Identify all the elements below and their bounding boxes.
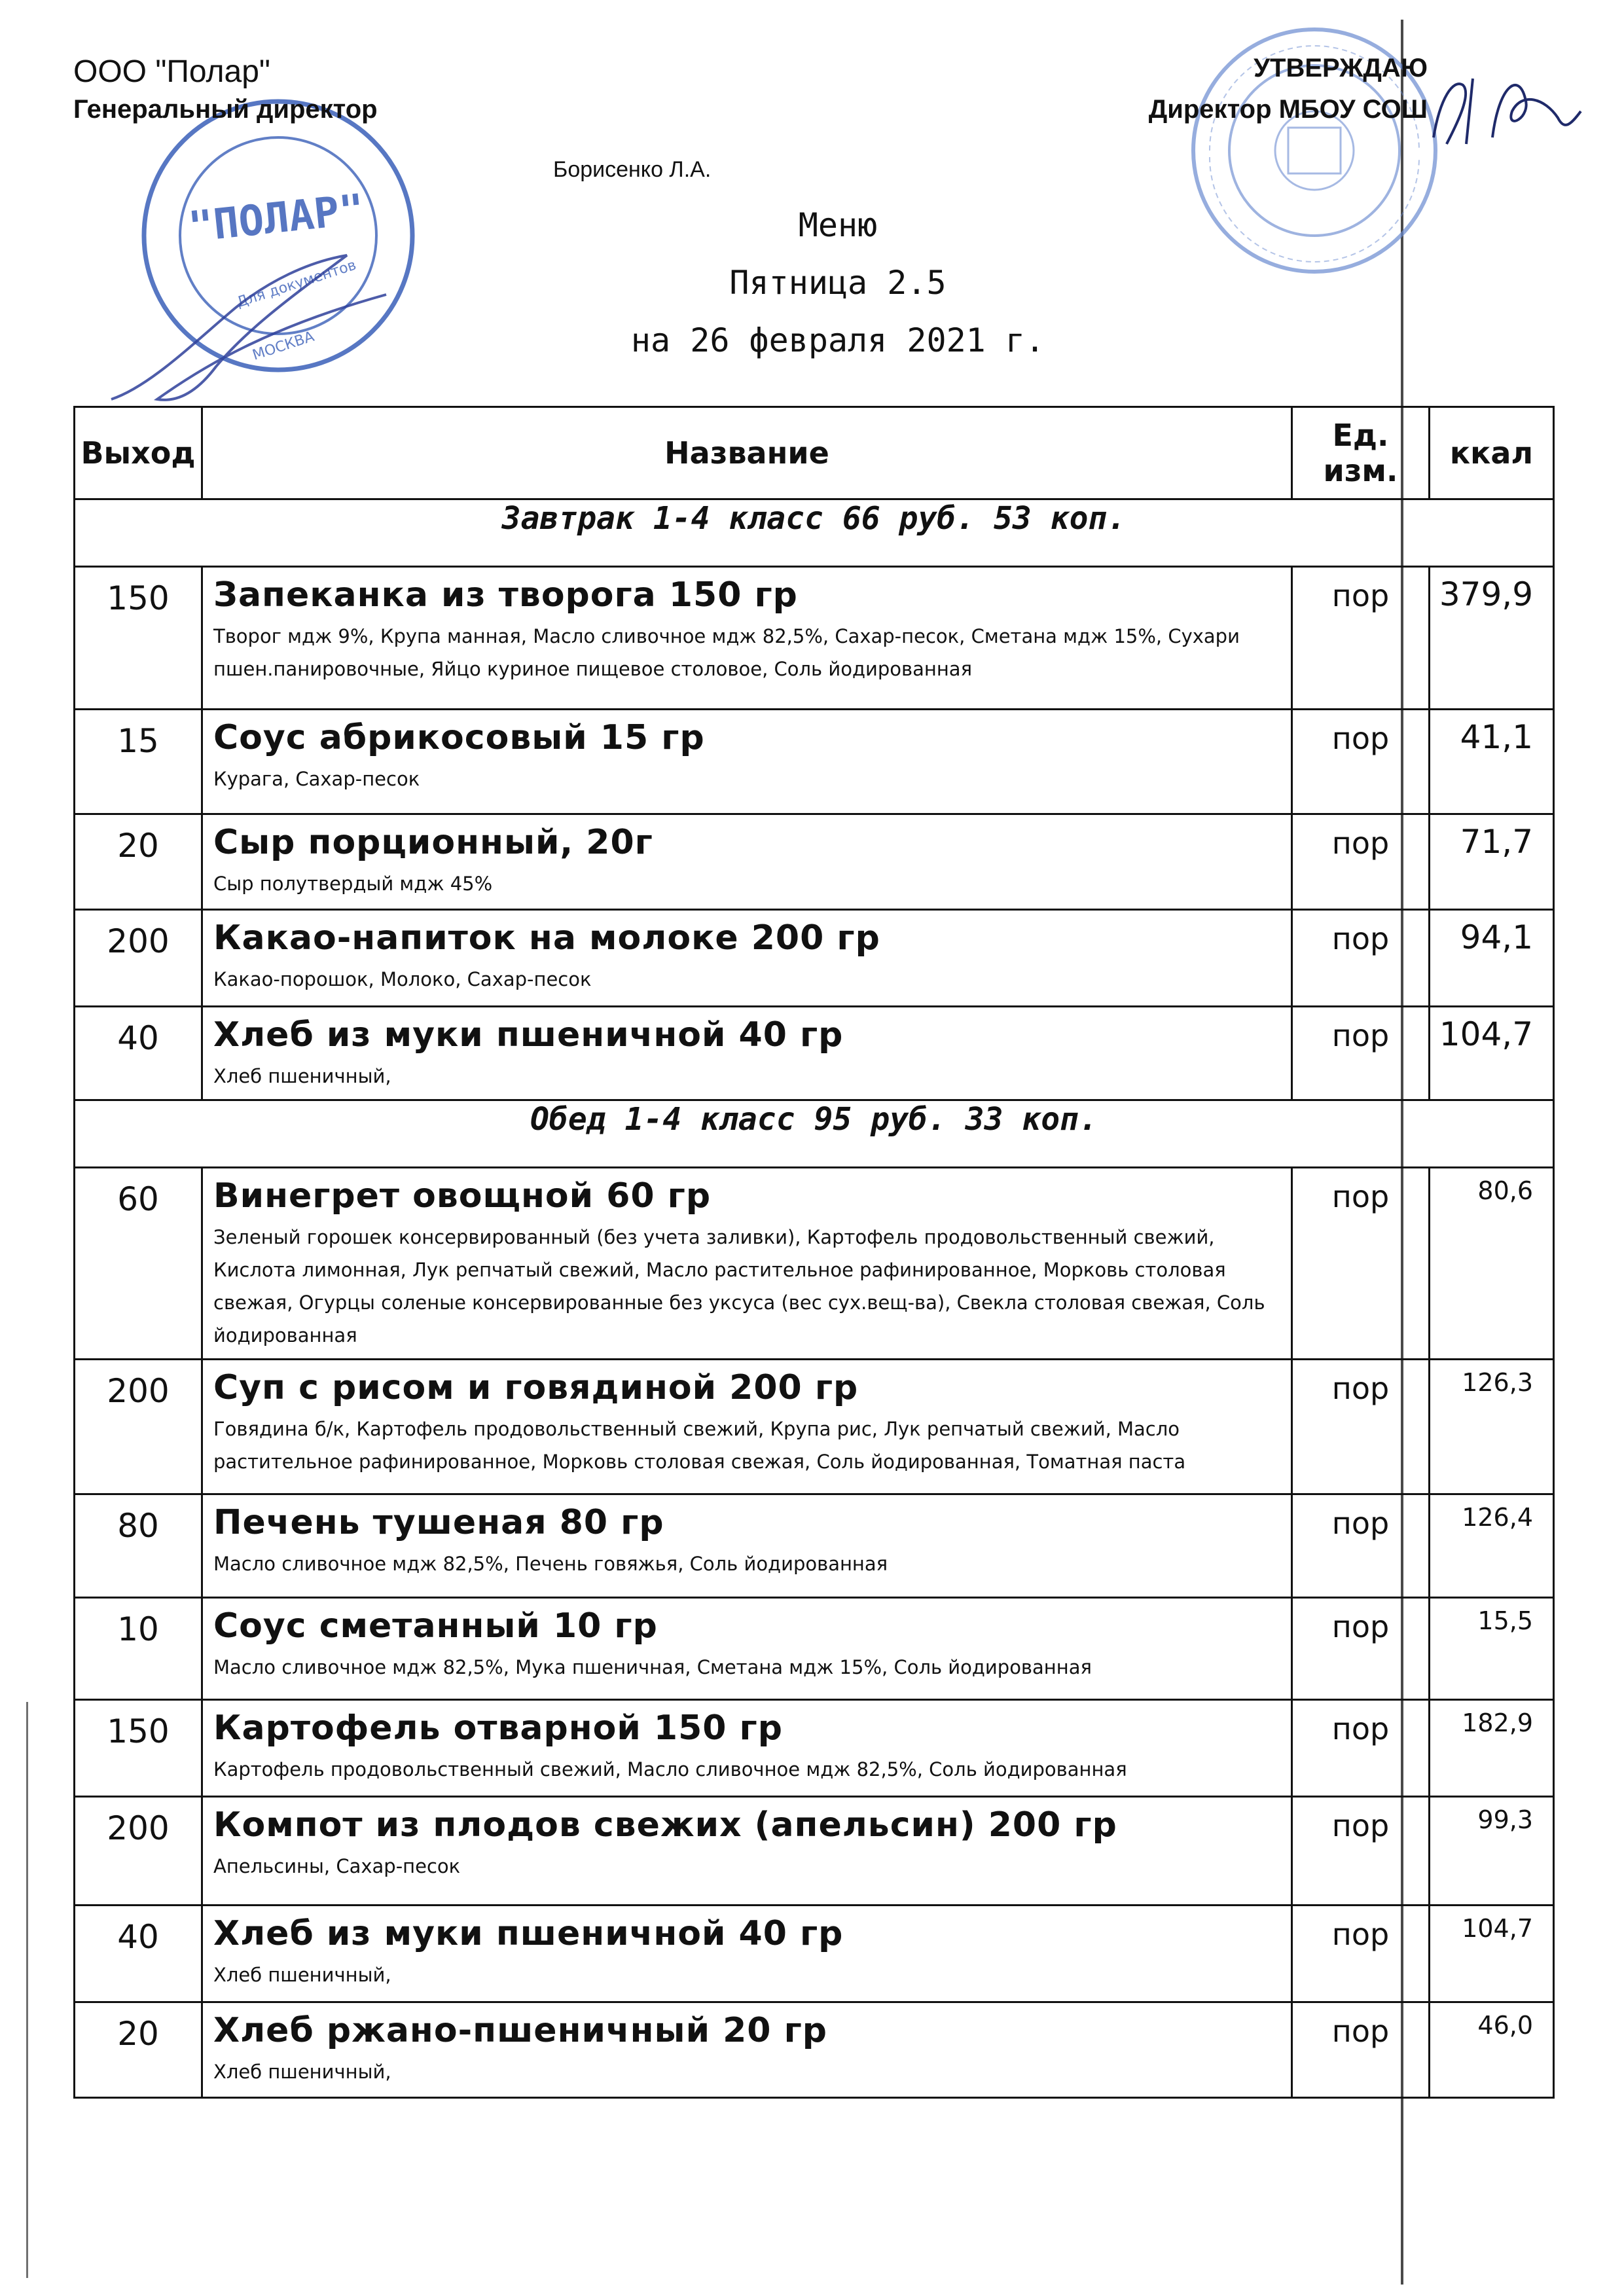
item-unit: пор [1292, 1360, 1430, 1494]
dish-ingredients: Какао-порошок, Молоко, Сахар-песок [213, 968, 592, 990]
item-name-cell [202, 1494, 1292, 1598]
dish-ingredients: Сыр полутвердый мдж 45% [213, 873, 493, 895]
item-name-cell [202, 814, 1292, 910]
dish-name: Хлеб из муки пшеничной 40 гр [213, 1015, 844, 1055]
item-kcal: 379,9 [1430, 567, 1554, 710]
item-kcal: 182,9 [1430, 1700, 1554, 1797]
item-unit: пор [1292, 2002, 1430, 2098]
item-kcal: 126,3 [1430, 1360, 1554, 1494]
item-output: 150 [75, 567, 202, 710]
dish-ingredients: Масло сливочное мдж 82,5%, Печень говяжья, Соль йодированная [213, 1553, 888, 1575]
approve-role: Директор МБОУ СОШ [1148, 95, 1428, 124]
item-name-cell [202, 710, 1292, 814]
dish-name: Печень тушеная 80 гр [213, 1503, 664, 1542]
supplier-role: Генеральный директор [73, 95, 378, 124]
item-unit: пор [1292, 1598, 1430, 1700]
item-unit: пор [1292, 1007, 1430, 1100]
menu-title [589, 196, 1087, 369]
item-name-cell [202, 1598, 1292, 1700]
item-unit: пор [1292, 1494, 1430, 1598]
dish-ingredients: Картофель продовольственный свежий, Масло сливочное мдж 82,5%, Соль йодированная [213, 1758, 1127, 1780]
item-unit: пор [1292, 1168, 1430, 1360]
dish-name: Компот из плодов свежих (апельсин) 200 гр [213, 1805, 1117, 1845]
item-output: 200 [75, 910, 202, 1007]
item-kcal: 104,7 [1430, 1906, 1554, 2002]
dish-name: Хлеб из муки пшеничной 40 гр [213, 1914, 844, 1953]
item-unit: пор [1292, 910, 1430, 1007]
dish-name: Хлеб ржано-пшеничный 20 гр [213, 2011, 827, 2050]
signature-left [98, 236, 399, 419]
item-name-cell [202, 567, 1292, 710]
item-kcal: 99,3 [1430, 1797, 1554, 1906]
item-unit: пор [1292, 1906, 1430, 2002]
item-name-cell [202, 910, 1292, 1007]
title-date: на 26 февраля 2021 г. [630, 321, 1045, 359]
menu-item-row [75, 1168, 1554, 1360]
menu-item-row [75, 2002, 1554, 2098]
stamp-brand: "ПОЛАР" [186, 185, 367, 253]
menu-item-row [75, 1797, 1554, 1906]
stamp-city: МОСКВА [250, 328, 317, 364]
dish-name: Соус сметанный 10 гр [213, 1606, 658, 1646]
item-name-cell [202, 1007, 1292, 1100]
item-output: 80 [75, 1494, 202, 1598]
col-kcal: ккал [1430, 407, 1554, 499]
menu-item-row [75, 1360, 1554, 1494]
col-output: Выход [75, 407, 202, 499]
menu-item-row [75, 1906, 1554, 2002]
dish-name: Запеканка из творога 150 гр [213, 575, 798, 615]
dish-ingredients: Хлеб пшеничный, [213, 1964, 391, 1986]
table-header-row [75, 407, 1554, 499]
section-row [75, 499, 1554, 567]
item-kcal: 80,6 [1430, 1168, 1554, 1360]
approve-label: УТВЕРЖДАЮ [1254, 54, 1428, 82]
item-kcal: 15,5 [1430, 1598, 1554, 1700]
dish-name: Суп с рисом и говядиной 200 гр [213, 1368, 859, 1407]
menu-body [75, 499, 1554, 2098]
menu-item-row [75, 710, 1554, 814]
menu-item-row [75, 1700, 1554, 1797]
dish-name: Винегрет овощной 60 гр [213, 1176, 712, 1216]
item-unit: пор [1292, 1700, 1430, 1797]
menu-item-row [75, 910, 1554, 1007]
section-row [75, 1100, 1554, 1168]
item-kcal: 71,7 [1430, 814, 1554, 910]
dish-name: Сыр порционный, 20г [213, 823, 653, 862]
dish-name: Какао-напиток на молоке 200 гр [213, 918, 880, 958]
dish-name: Картофель отварной 150 гр [213, 1708, 783, 1748]
item-name-cell [202, 1168, 1292, 1360]
title-day: Пятница 2.5 [729, 264, 947, 302]
item-name-cell [202, 1700, 1292, 1797]
item-output: 60 [75, 1168, 202, 1360]
item-output: 40 [75, 1007, 202, 1100]
item-output: 40 [75, 1906, 202, 2002]
dish-ingredients: Хлеб пшеничный, [213, 1065, 391, 1087]
title-menu: Меню [798, 206, 878, 244]
item-name-cell [202, 1797, 1292, 1906]
signature-right [1427, 59, 1584, 157]
dish-ingredients: Зеленый горошек консервированный (без учета заливки), Картофель продовольственный свежий, Кислота лимонная, Лук репчатый свежий, Масло растительное рафинированное, Морковь столовая свежая, Огурцы соленые консервированные без уксуса (вес сух.вещ-ва), Свекла столовая свежая, Соль йодированная [213, 1226, 1265, 1346]
section-title: Обед 1-4 класс 95 руб. 33 коп. [75, 1100, 1554, 1168]
supplier-name: ООО "Полар" [73, 54, 270, 89]
dish-name: Соус абрикосовый 15 гр [213, 718, 705, 757]
item-output: 150 [75, 1700, 202, 1797]
menu-item-row [75, 1598, 1554, 1700]
scan-artifact-line-left [26, 1702, 28, 2278]
section-title: Завтрак 1-4 класс 66 руб. 53 коп. [75, 499, 1554, 567]
supplier-block [73, 54, 378, 124]
item-output: 10 [75, 1598, 202, 1700]
item-output: 15 [75, 710, 202, 814]
dish-ingredients: Говядина б/к, Картофель продовольственный свежий, Крупа рис, Лук репчатый свежий, Масло растительное рафинированное, Морковь столовая свежая, Соль йодированная, Томатная паста [213, 1418, 1186, 1473]
item-name-cell [202, 2002, 1292, 2098]
menu-item-row [75, 1007, 1554, 1100]
item-output: 20 [75, 814, 202, 910]
item-name-cell [202, 1360, 1292, 1494]
dish-ingredients: Творог мдж 9%, Крупа манная, Масло сливочное мдж 82,5%, Сахар-песок, Сметана мдж 15%, Сухари пшен.панировочные, Яйцо куриное пищевое столовое, Соль йодированная [213, 625, 1240, 680]
item-unit: пор [1292, 1797, 1430, 1906]
menu-item-row [75, 814, 1554, 910]
item-kcal: 126,4 [1430, 1494, 1554, 1598]
dish-ingredients: Курага, Сахар-песок [213, 768, 420, 790]
item-kcal: 104,7 [1430, 1007, 1554, 1100]
item-output: 200 [75, 1360, 202, 1494]
item-unit: пор [1292, 814, 1430, 910]
signer-name: Борисенко Л.А. [553, 157, 712, 182]
menu-item-row [75, 1494, 1554, 1598]
item-kcal: 94,1 [1430, 910, 1554, 1007]
item-unit: пор [1292, 710, 1430, 814]
item-kcal: 41,1 [1430, 710, 1554, 814]
col-unit: Ед. изм. [1292, 407, 1430, 499]
item-kcal: 46,0 [1430, 2002, 1554, 2098]
item-output: 20 [75, 2002, 202, 2098]
dish-ingredients: Масло сливочное мдж 82,5%, Мука пшеничная, Сметана мдж 15%, Соль йодированная [213, 1656, 1092, 1678]
item-output: 200 [75, 1797, 202, 1906]
dish-ingredients: Апельсины, Сахар-песок [213, 1855, 461, 1877]
stamp-sub: Для документов [234, 257, 359, 312]
col-name: Название [202, 407, 1292, 499]
dish-ingredients: Хлеб пшеничный, [213, 2061, 391, 2083]
approval-block [1149, 54, 1428, 124]
item-name-cell [202, 1906, 1292, 2002]
menu-table [73, 406, 1555, 2099]
item-unit: пор [1292, 567, 1430, 710]
menu-item-row [75, 567, 1554, 710]
